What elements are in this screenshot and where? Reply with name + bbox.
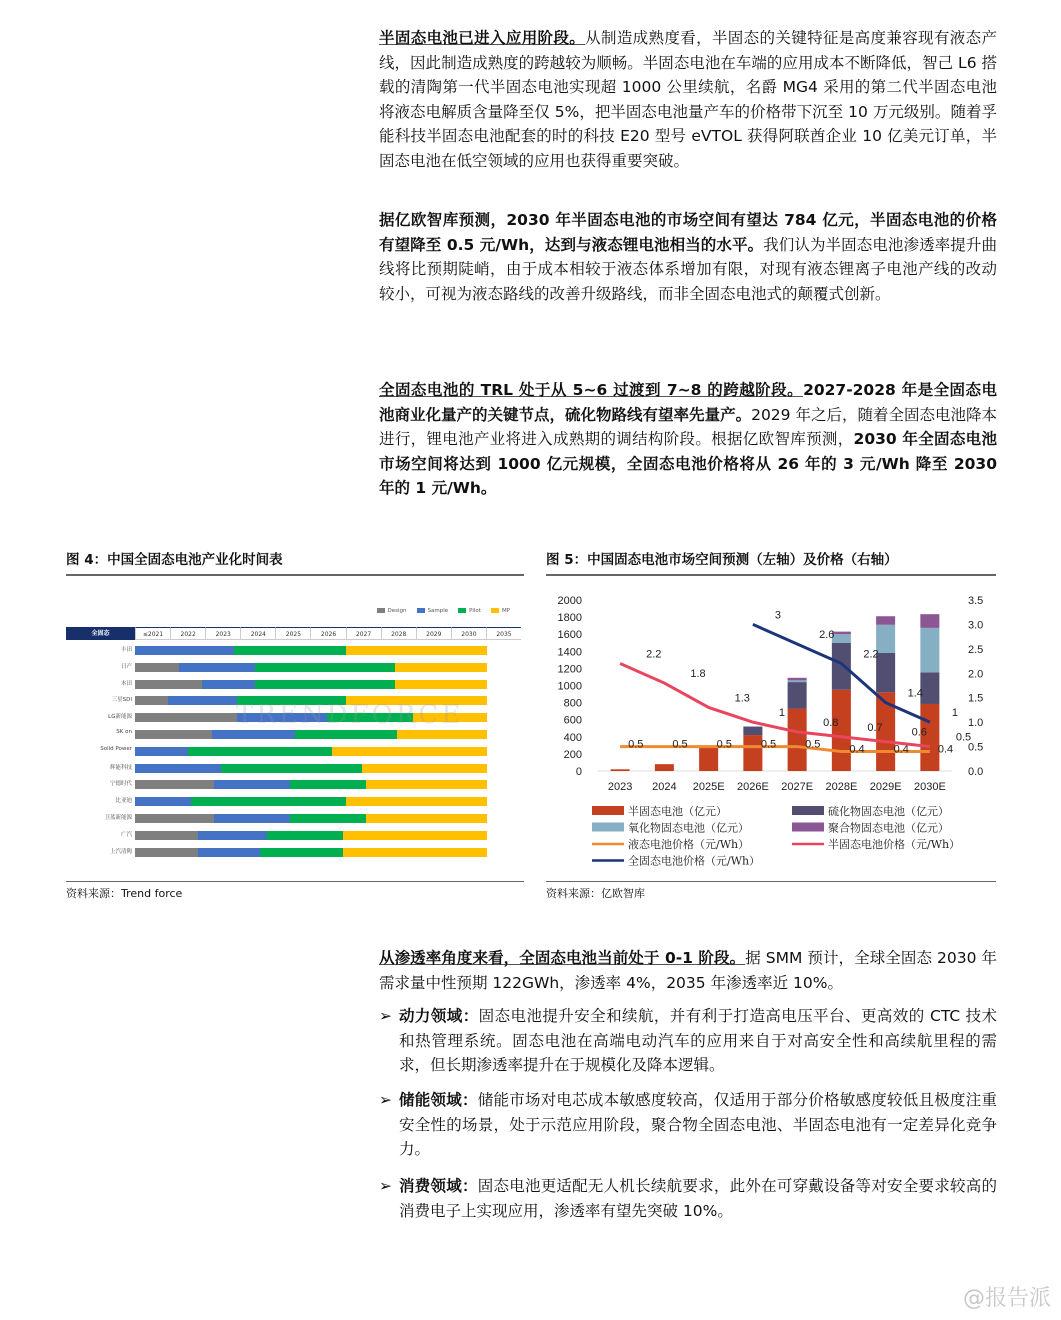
phase-pilot [290,814,366,823]
timeline-bar [135,831,487,840]
data-label: 2.2 [863,648,879,661]
x-tick-label: 2025E [692,781,725,793]
bar-segment [832,690,851,771]
x-tick-label: 2023 [607,781,633,793]
bar-segment [743,735,762,771]
bullet-body: 固态电池更适配无人机长续航要求，此外在可穿戴设备等对安全要求较高的消费电子上实现应用，渗透率有望先突破 10%。 [399,1177,997,1220]
arrow-icon: ➢ [379,1177,392,1195]
legend-label: 聚合物固态电池（亿元） [828,821,949,835]
lead-text: 从渗透率角度来看，全固态电池当前处于 0-1 阶段。 [379,949,746,967]
legend-label: Design [387,608,407,614]
data-label: 1.3 [734,692,750,705]
bar-segment [788,709,807,771]
phase-design [135,814,214,823]
timeline-bar [135,646,487,655]
data-label: 0.4 [893,743,909,756]
y2-tick-label: 1.5 [968,692,984,705]
y-tick-label: 1200 [557,663,582,676]
x-tick-label: 2026E [736,781,769,793]
data-label: 2.2 [646,648,662,661]
phase-design [135,730,212,739]
site-watermark: @报告派 [962,1286,1051,1311]
timeline-bar [135,848,487,857]
data-label: 0.4 [937,743,954,756]
bar-segment [832,643,851,690]
bullet-title: 消费领域： [399,1177,478,1195]
phase-mp [395,680,487,689]
bullet-consumer [379,1174,997,1223]
company-label: 三星SDI [111,697,132,704]
legend-swatch [592,823,624,832]
phase-mp [397,730,487,739]
legend-item-pilot [458,608,481,614]
legend-label: 全固态电池价格（元/Wh） [628,854,761,868]
figure-4-title: 图 4：中国全固态电池产业化时间表 [66,548,524,576]
phase-sample [135,747,188,756]
data-label: 0.5 [955,731,972,744]
bullet-title: 动力领域： [399,1007,479,1025]
y-tick-label: 0 [575,766,582,778]
timeline-row [66,743,524,760]
timeline-bar [135,680,487,689]
y2-tick-label: 1.0 [968,717,984,730]
y-tick-label: 400 [563,731,582,744]
y-tick-label: 1000 [557,680,582,693]
timeline-row [66,810,524,827]
legend-label: 硫化物固态电池（亿元） [828,805,949,818]
bar-segment [788,680,807,682]
phase-sample [212,730,295,739]
phase-mp [362,764,487,773]
bold-text: 2030 年全固态电池市场空间将达到 1000 亿元规模，全固态电池价格将从 26 年的 3 元/Wh 降至 2030 年的 1 元/Wh。 [379,430,997,497]
company-label: 比亚迪 [115,798,132,805]
phase-pilot [221,764,362,773]
legend-label: Pilot [469,608,481,614]
data-label: 0.5 [628,738,644,751]
bar-segment [876,625,895,653]
legend-swatch [792,823,824,832]
company-label: 辉能科技 [109,764,132,771]
y-tick-label: 1600 [557,629,582,642]
data-label: 1.4 [907,687,923,700]
phase-design [135,696,168,705]
timeline-bar [135,814,487,823]
trendforce-watermark: TRENDFORCE [236,700,464,730]
data-label: 2.6 [819,628,835,641]
phase-design [135,848,198,857]
body-text: 据 SMM 预计，全球全固态 2030 年需求量中性预期 122GWh，渗透率 4%，2035 年渗透率近 10%。 [379,949,997,992]
data-label: 0.7 [867,721,883,734]
paragraph-all-solid [379,378,997,501]
y2-tick-label: 2.0 [968,668,984,681]
phase-mp [343,848,487,857]
figure-5-source: 资料来源：亿欧智库 [546,881,996,901]
timeline-row [66,776,524,793]
timeline-bar [135,730,487,739]
chart-legend [377,608,510,614]
phase-pilot [188,747,332,756]
bullet-storage [379,1088,997,1162]
timeline-row [66,844,524,861]
legend-swatch [491,608,499,613]
x-tick-label: 2028E [825,781,858,793]
legend-label: 半固态电池价格（元/Wh） [828,838,961,851]
paragraph-penetration [379,946,997,995]
y-tick-label: 2000 [557,595,582,607]
phase-sample [198,848,260,857]
figure-4-source: 资料来源：Trend force [66,881,524,901]
bar-segment [611,769,630,771]
phase-sample [168,696,237,705]
phase-sample [198,831,267,840]
bar-segment [832,634,851,643]
bullet-title: 储能领域： [399,1091,478,1109]
company-label: 日产 [120,663,132,670]
phase-design [135,713,237,722]
phase-pilot [191,797,346,806]
legend-swatch [377,608,385,613]
y2-tick-label: 0.5 [968,741,984,754]
timeline-bar [135,747,487,756]
y2-tick-label: 3.5 [968,595,984,607]
legend-swatch [792,806,824,815]
arrow-icon: ➢ [379,1091,392,1109]
timeline-row [66,642,524,659]
phase-sample [202,680,255,689]
data-label: 1 [778,707,785,720]
phase-sample [214,780,290,789]
year-column-header: 2028 [381,627,416,640]
timeline-row [66,793,524,810]
x-tick-label: 2029E [869,781,902,793]
bar-segment [743,727,762,736]
bar-segment [920,672,939,704]
figure-5-title: 图 5：中国固态电池市场空间预测（左轴）及价格（右轴） [546,548,996,576]
phase-sample [135,797,191,806]
phase-design [135,780,214,789]
phase-pilot [234,646,347,655]
bar-segment [655,764,674,771]
x-tick-label: 2030E [913,781,946,793]
data-label: 3 [774,609,781,622]
legend-label: 半固态电池（亿元） [628,805,727,818]
phase-mp [343,831,487,840]
phase-mp [346,797,487,806]
legend-label: Sample [427,608,449,614]
body-text: 从制造成熟度看，半固态的关键特征是高度兼容现有液态产线，因此制造成熟度的跨越较为顺畅。半固态电池在车端的应用成本不断降低，智己 L6 搭载的清陶第一代半固态电池实现超 1000 公里续航，名爵 MG4 采用的第二代半固态电池将液态电解质含量降至仅 5%，把半固态电池量产车的价格带下沉至 10 万元级别。随着孚能科技半固态电池配套的时的科技 E20 型号 eVTOL 获得阿联酋企业 10 亿美元订单，半固态电池在低空领域的应用也获得重要突破。 [379,29,997,170]
bar-segment [832,632,851,635]
y-tick-label: 200 [563,748,582,761]
year-column-header: 2030 [451,627,486,640]
legend-label: MP [501,608,510,614]
legend-swatch [458,608,466,613]
corner-label: 全固态 [66,627,135,640]
company-label: 丰田 [120,647,132,653]
paragraph-semi-solid [379,26,997,173]
year-column-header: 2027 [346,627,381,640]
phase-pilot [255,663,396,672]
x-tick-label: 2024 [652,781,677,793]
year-column-header: 2024 [240,627,275,640]
phase-design [135,680,202,689]
company-label: Solid Power [100,745,132,752]
data-label: 0.5 [716,738,732,751]
bar-segment [699,747,718,771]
legend-item-sample [417,608,449,614]
bold-text: 据亿欧智库预测，2030 年半固态电池的市场空间有望达 784 亿元，半固态电池的价格有望降至 0.5 元/Wh，达到与液态锂电池相当的水平。 [379,211,997,254]
y-tick-label: 1800 [557,612,582,625]
bar-segment [876,653,895,692]
data-label: 1.8 [690,668,706,681]
phase-pilot [295,730,397,739]
y-tick-label: 600 [563,714,582,727]
phase-mp [332,747,487,756]
year-column-header: 2022 [170,627,205,640]
bar-segment [920,628,939,672]
bar-segment [788,678,807,681]
bar-segment [876,616,895,625]
company-label: 卫蓝新能源 [104,815,132,821]
company-label: 宁德时代 [109,781,132,788]
phase-sample [135,646,234,655]
phase-sample [135,764,221,773]
data-label: 0.5 [672,738,688,751]
phase-pilot [260,848,343,857]
legend-label: 液态电池价格（元/Wh） [628,838,750,851]
year-column-header: 2025 [275,627,310,640]
phase-mp [346,646,487,655]
y-tick-label: 1400 [557,646,582,659]
phase-pilot [255,680,396,689]
year-column-header: ≤2021 [135,627,170,640]
timeline-bar [135,780,487,789]
y2-tick-label: 3.0 [968,619,984,632]
legend-swatch [417,608,425,613]
timeline-row [66,827,524,844]
phase-pilot [290,780,366,789]
lead-text: 半固态电池已进入应用阶段。 [379,29,586,47]
data-label: 0.4 [849,743,865,756]
data-label: 0.5 [805,738,821,751]
legend-swatch [592,806,624,815]
legend-label: 氧化物固态电池（亿元） [628,821,749,835]
arrow-icon: ➢ [379,1007,392,1025]
phase-sample [179,663,255,672]
data-label: 1 [951,707,958,720]
legend-item-design [377,608,407,614]
year-column-header: 2026 [310,627,345,640]
timeline-bar [135,797,487,806]
bullet-body: 储能市场对电芯成本敏感度较高，仅适用于部分价格敏感度较低且极度注重安全性的场景，处于示范应用阶段，聚合物全固态电池、半固态电池有一定差异化竞争力。 [399,1091,997,1158]
phase-design [135,663,179,672]
timeline-row [66,659,524,676]
timeline-row [66,760,524,777]
timeline-header [66,627,521,640]
timeline-bar [135,764,487,773]
y2-tick-label: 0.0 [968,766,984,778]
phase-mp [366,814,487,823]
company-label: 本田 [120,680,132,687]
company-label: 广汽 [120,831,132,838]
company-label: 上汽清陶 [109,848,132,855]
paragraph-forecast [379,208,997,306]
phase-mp [395,663,487,672]
timeline-bar [135,663,487,672]
body-text: 2029 年之后，随着全固态电池降本进行，锂电池产业将进入成熟期的调结构阶段。根据亿欧智库预测， [379,405,997,448]
phase-design [135,831,198,840]
timeline-chart [66,605,524,865]
body-text: 我们认为半固态电池渗透率提升曲线将比预期陡峭，由于成本相较于液态体系增加有限，对现有液态锂离子电池产线的改动较小，可视为液态路线的改善升级路线，而非全固态电池式的颠覆式创新。 [379,235,997,303]
y-tick-label: 800 [563,697,582,710]
bullet-power [379,1004,997,1078]
legend-item-mp [491,608,510,614]
y2-tick-label: 2.5 [968,643,984,656]
phase-sample [214,814,290,823]
year-column-header: 2023 [205,627,240,640]
market-price-chart [540,588,1000,878]
company-label: LG新能源 [108,714,132,721]
phase-mp [366,780,487,789]
phase-pilot [267,831,343,840]
year-column-header: 2029 [416,627,451,640]
bar-segment [788,682,807,709]
lead-text: 全固态电池的 TRL 处于从 5~6 过渡到 7~8 的跨越阶段。 [379,381,804,399]
timeline-row [66,676,524,693]
data-label: 0.5 [760,738,777,751]
bar-segment [920,614,939,628]
year-column-header: 2035 [486,627,521,640]
company-label: SK on [116,729,132,735]
bullet-body: 固态电池提升安全和续航，并有利于打造高电压平台、更高效的 CTC 技术和热管理系统。固态电池在高端电动汽车的应用来自于对高安全性和高续航里程的需求，但长期渗透率提升在于规模化及降本逻辑。 [399,1007,997,1074]
x-tick-label: 2027E [781,781,814,793]
data-label: 0.8 [823,716,839,729]
bold-text: 2027-2028 年是全固态电池商业化量产的关键节点，硫化物路线有望率先量产。 [379,381,997,424]
data-label: 0.6 [911,726,927,739]
